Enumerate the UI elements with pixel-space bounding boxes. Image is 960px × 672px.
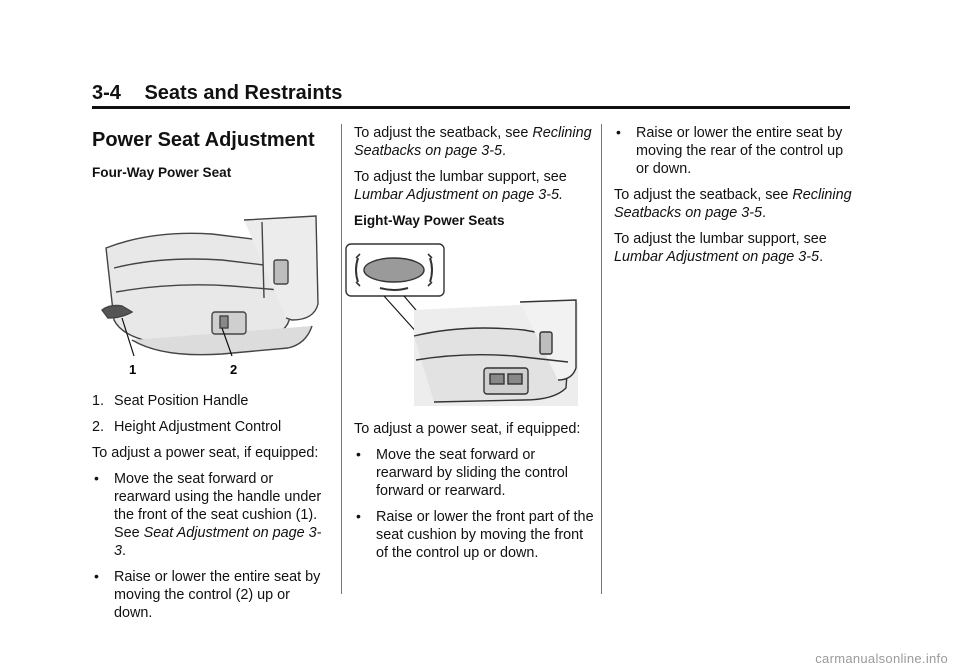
intro-text: To adjust a power seat, if equipped: [354,421,581,437]
section-title: Seats and Restraints [144,82,343,104]
four-way-subheading: Four-Way Power Seat [92,165,232,180]
bullet-icon: • [94,568,99,584]
bullet-item: • Raise or lower the front part of the seat cushion by moving the front of the control up or down. [356,508,594,561]
column-divider-2 [601,124,602,594]
list-item: 2. Height Adjustment Control [92,419,282,435]
bullet-item: • Raise or lower the entire seat by moving the control (2) up or down. [94,568,321,621]
paragraph: To adjust the seatback, see Reclining Seatbacks on page 3-5. [614,187,852,221]
cross-reference-link[interactable]: Reclining Seatbacks on page 3-5 [354,125,592,159]
bullet-item: • Raise or lower the entire seat by moving the rear of the control up or down. [616,124,844,177]
eight-way-subheading: Eight-Way Power Seats [354,213,505,228]
bullet-icon: • [356,446,361,462]
page-number: 3-4 [92,82,121,104]
column-2 [354,124,594,570]
figure-label-1: 1 [129,362,137,377]
paragraph: To adjust the seatback, see Reclining Seatbacks on page 3-5. [354,125,592,159]
section-heading: Power Seat Adjustment [92,129,315,151]
page-header [92,80,850,109]
column-3 [614,124,854,274]
bullet-icon: • [616,124,621,140]
list-item: 1. Seat Position Handle [92,393,249,409]
paragraph: To adjust the lumbar support, see Lumbar Adjustment on page 3-5. [614,231,827,265]
eight-way-seat-figure [344,240,584,408]
cross-reference-link[interactable]: Seat Adjustment on page 3-3 [114,525,322,559]
cross-reference-link[interactable]: Lumbar Adjustment on page 3-5 [614,249,820,265]
cross-reference-link[interactable]: Reclining Seatbacks on page 3-5 [614,187,852,221]
bullet-item: • Move the seat forward or rearward by sliding the control forward or rearward. [356,446,568,499]
intro-text: To adjust a power seat, if equipped: [92,445,319,461]
bullet-item: • Move the seat forward or rearward using the handle under the front of the seat cushion (1). See Seat Adjustment on page 3-3. [94,470,322,559]
column-1 [92,124,332,630]
column-divider-1 [341,124,342,594]
watermark: carmanualsonline.info [815,651,948,666]
four-way-seat-figure [92,208,332,380]
paragraph: To adjust the lumbar support, see Lumbar Adjustment on page 3-5. [354,169,567,203]
bullet-icon: • [94,470,99,486]
bullet-icon: • [356,508,361,524]
figure-label-2: 2 [230,362,238,377]
cross-reference-link[interactable]: Lumbar Adjustment on page 3-5. [354,187,564,203]
